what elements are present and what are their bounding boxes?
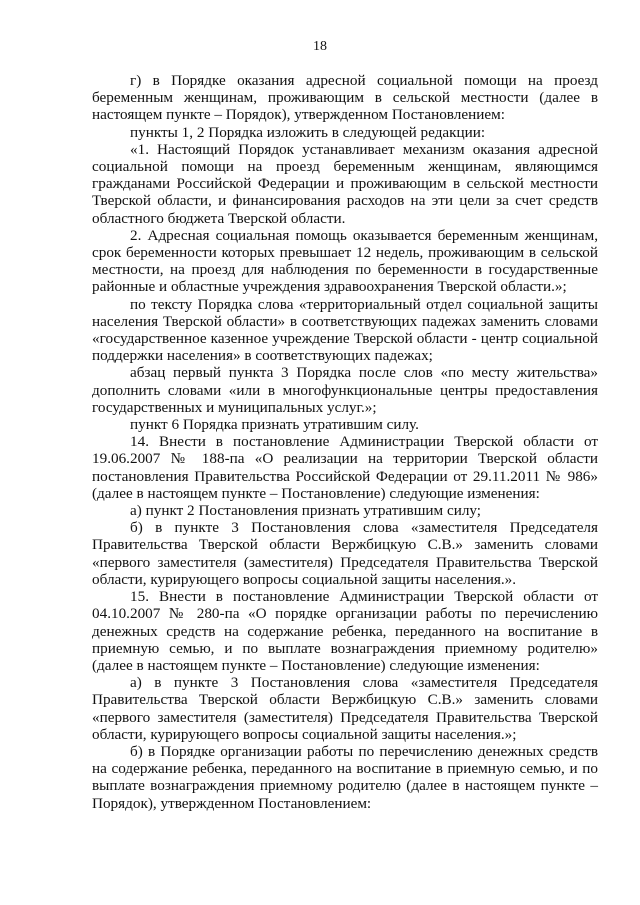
paragraph-punkty-1-2: пункты 1, 2 Порядка изложить в следующей редакции: (130, 123, 486, 141)
paragraph-item-14: 14. Внести в постановление Администрации Тверской области от 19.06.2007 № 188-па «О реализации на территории Тверской области постановления Правительства Российской Федерации от 29.11.2011 № 986» (далее в настоящем пункте – Постановление) следующие изменения: (92, 433, 598, 502)
paragraph-item-14-b: б) в пункте 3 Постановления слова «заместителя Председателя Правительства Тверской области Вержбицкую С.В.» заменить словами «первого заместителя (заместителя) Председателя Правительства Тверской области, курирующего вопросы социальной защиты населения.». (92, 519, 598, 588)
paragraph-punkt-2-text: 2. Адресная социальная помощь оказывается беременным женщинам, срок беременности которых превышает 12 недель, проживающим в сельской местности, на проезд для наблюдения по беременности в государственные районные и областные учреждения здравоохранения Тверской области.»; (92, 226, 598, 296)
paragraph-item-14-a: а) пункт 2 Постановления признать утратившим силу; (130, 502, 482, 520)
paragraph-item-15: 15. Внести в постановление Администрации Тверской области от 04.10.2007 № 280-па «О порядке организации работы по перечислению денежных средств на содержание ребенка, переданного на воспитание в приемную семью, и по выплате вознаграждения приемному родителю» (далее в настоящем пункте – Постановление) следующие изменения: (92, 588, 598, 674)
paragraph-po-tekstu-poryadka: по тексту Порядка слова «территориальный отдел социальной защиты населения Тверской области» в соответствующих падежах заменить словами «государственное казенное учреждение Тверской области - центр социальной поддержки населения» в соответствующих падежах; (92, 295, 598, 365)
paragraph-g-poryadok-pomoshchi: г) в Порядке оказания адресной социальной помощи на проезд беременным женщинам, проживающим в сельской местности (далее в настоящем пункте – Порядок), утвержденном Постановлением: (92, 72, 598, 124)
page-number: 18 (313, 39, 327, 54)
paragraph-abzats-punkta-3: абзац первый пункта 3 Порядка после слов «по месту жительства» дополнить словами «или в многофункциональные центры предоставления государственных и муниципальных услуг.»; (92, 364, 598, 416)
paragraph-punkt-6: пункт 6 Порядка признать утратившим силу. (130, 416, 419, 434)
document-body (92, 72, 598, 812)
paragraph-item-15-a: а) в пункте 3 Постановления слова «заместителя Председателя Правительства Тверской области Вержбицкую С.В.» заменить словами «первого заместителя (заместителя) Председателя Правительства Тверской области, курирующего вопросы социальной защиты населения.»; (92, 674, 598, 743)
paragraph-item-15-b: б) в Порядке организации работы по перечислению денежных средств на содержание ребенка, переданного на воспитание в приемную семью, и по выплате вознаграждения приемному родителю (далее в настоящем пункте – Порядок), утвержденном Постановлением: (92, 742, 598, 812)
paragraph-punkt-1-text: «1. Настоящий Порядок устанавливает механизм оказания адресной социальной помощи на проезд беременным женщинам, являющимся гражданами Российской Федерации и проживающим в сельской местности Тверской области, и финансирования расходов на эти цели за счет средств областного бюджета Тверской области. (92, 140, 598, 227)
